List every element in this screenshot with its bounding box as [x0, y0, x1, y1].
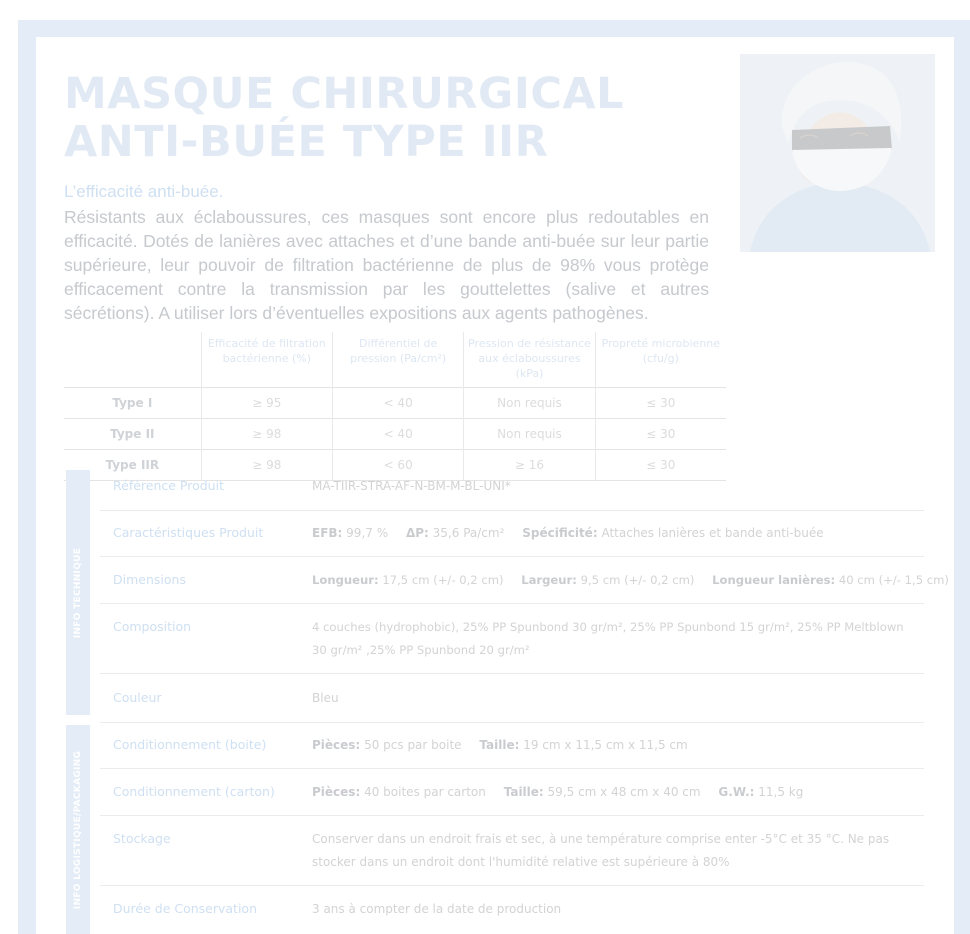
- table-cell: Type II: [64, 419, 201, 450]
- detail-row-conservation: [100, 901, 924, 933]
- sidebar-info-logistique: [66, 725, 90, 934]
- composition-line-1: 4 couches (hydrophobic), 25% PP Spunbond 30 gr/m², 25% PP Spunbond 15 gr/m², 25% PP Meltblown: [312, 620, 904, 634]
- detail-label: Couleur: [113, 690, 162, 705]
- detail-value: [312, 734, 924, 757]
- composition-line-2: 30 gr/m² ,25% PP Spunbond 20 gr/m²: [312, 643, 530, 657]
- detail-label: Référence Produit: [113, 478, 224, 493]
- table-cell: ≤ 30: [595, 419, 726, 450]
- table-cell: ≥ 98: [201, 419, 332, 450]
- product-title: [64, 70, 624, 166]
- detail-value: [312, 828, 924, 874]
- gw-value: 11,5 kg: [758, 785, 804, 799]
- spec-table: [64, 332, 726, 481]
- detail-value: [312, 569, 949, 592]
- dp-value: 35,6 Pa/cm²: [432, 526, 505, 540]
- table-cell: < 40: [332, 419, 463, 450]
- taille-value: 19 cm x 11,5 cm x 11,5 cm: [523, 738, 688, 752]
- gw-label: G.W.:: [718, 785, 755, 799]
- detail-row-couleur: [100, 690, 924, 723]
- title-line-2: ANTI-BUÉE TYPE IIR: [64, 117, 549, 167]
- detail-row-stockage: [100, 831, 924, 886]
- detail-value: Bleu: [312, 691, 339, 705]
- stockage-line-1: Conserver dans un endroit frais et sec, à une température comprise enter -5°C et 35 °C. Ne pas: [312, 832, 890, 846]
- spec-header-proprete: Propreté microbienne (cfu/g): [595, 332, 726, 388]
- table-cell: < 40: [332, 388, 463, 419]
- table-cell: Type I: [64, 388, 201, 419]
- product-description: Résistants aux éclaboussures, ces masques sont encore plus redoutables en efficacité. Dotés de lanières avec attaches et d’une bande anti-buée sur leur partie supérieure, leur pouvoir de filtration bactérienne de plus de 98% vous protège efficacement contre la transmission par les gouttelettes (salive et autres sécrétions). A utiliser lors d’éventuelles expositions aux agents pathogènes.: [64, 207, 709, 323]
- detail-label: Composition: [113, 619, 192, 634]
- table-cell: ≥ 98: [201, 450, 332, 481]
- product-photo: [740, 54, 935, 252]
- sidebar-label-logistique: INFO LOGISTIQUE/PACKAGING: [73, 750, 83, 909]
- dp-label: ΔP:: [405, 526, 429, 540]
- table-cell: Type IIR: [64, 450, 201, 481]
- detail-value: [312, 522, 924, 545]
- detail-value: 3 ans à compter de la date de production: [312, 902, 562, 916]
- specificite-value: Attaches lanières et bande anti-buée: [601, 526, 824, 540]
- pieces-label: Pièces:: [312, 785, 361, 799]
- subtitle: L’efficacité anti-buée.: [64, 182, 224, 201]
- detail-value: [312, 616, 924, 662]
- longueur-value: 17,5 cm (+/- 0,2 cm): [382, 573, 504, 587]
- largeur-label: Largeur:: [521, 573, 577, 587]
- spec-table-header: [64, 332, 726, 388]
- table-row: [64, 419, 726, 450]
- detail-label: Stockage: [113, 831, 171, 846]
- pieces-value: 40 boites par carton: [364, 785, 486, 799]
- table-cell: Non requis: [464, 419, 595, 450]
- taille-value: 59,5 cm x 48 cm x 40 cm: [547, 785, 701, 799]
- table-cell: Non requis: [464, 388, 595, 419]
- sidebar-info-technique: [66, 470, 90, 715]
- taille-label: Taille:: [479, 738, 520, 752]
- spec-header-filtration: Efficacité de filtration bactérienne (%): [201, 332, 332, 388]
- efb-value: 99,7 %: [346, 526, 389, 540]
- title-line-1: MASQUE CHIRURGICAL: [64, 69, 625, 119]
- table-row: [64, 388, 726, 419]
- detail-row-cond-boite: [100, 737, 924, 769]
- detail-row-cond-carton: [100, 784, 924, 816]
- table-cell: ≥ 95: [201, 388, 332, 419]
- detail-label: Caractéristiques Produit: [113, 525, 264, 540]
- efb-label: EFB:: [312, 526, 343, 540]
- detail-value: MA-TIIR-STRA-AF-N-BM-M-BL-UNI*: [312, 479, 511, 493]
- spec-header-pression: Différentiel de pression (Pa/cm²): [332, 332, 463, 388]
- detail-label: Conditionnement (carton): [113, 784, 275, 799]
- detail-row-dimensions: [100, 572, 949, 604]
- table-cell: ≤ 30: [595, 388, 726, 419]
- detail-label: Conditionnement (boite): [113, 737, 267, 752]
- detail-row-reference: [100, 478, 924, 511]
- pieces-label: Pièces:: [312, 738, 361, 752]
- detail-label: Durée de Conservation: [113, 901, 258, 916]
- sidebar-label-technique: INFO TECHNIQUE: [73, 547, 83, 638]
- taille-label: Taille:: [503, 785, 544, 799]
- detail-label: Dimensions: [113, 572, 186, 587]
- specificite-label: Spécificité:: [522, 526, 598, 540]
- largeur-value: 9,5 cm (+/- 0,2 cm): [580, 573, 695, 587]
- table-cell: ≤ 30: [595, 450, 726, 481]
- table-cell: ≥ 16: [464, 450, 595, 481]
- detail-row-caracteristiques: [100, 525, 924, 557]
- spec-header-resistance: Pression de résistance aux éclaboussures (kPa): [464, 332, 595, 388]
- longueur-label: Longueur:: [312, 573, 379, 587]
- lanieres-label: Longueur lanières:: [712, 573, 836, 587]
- pieces-value: 50 pcs par boite: [364, 738, 462, 752]
- detail-value: [312, 781, 924, 804]
- lanieres-value: 40 cm (+/- 1,5 cm): [838, 573, 949, 587]
- spec-header-empty: [64, 332, 201, 388]
- stockage-line-2: stocker dans un endroit dont l'humidité relative est supérieure à 80%: [312, 855, 730, 869]
- nurse-mask-illustration: [740, 54, 935, 252]
- detail-row-composition: [100, 619, 924, 674]
- table-cell: < 60: [332, 450, 463, 481]
